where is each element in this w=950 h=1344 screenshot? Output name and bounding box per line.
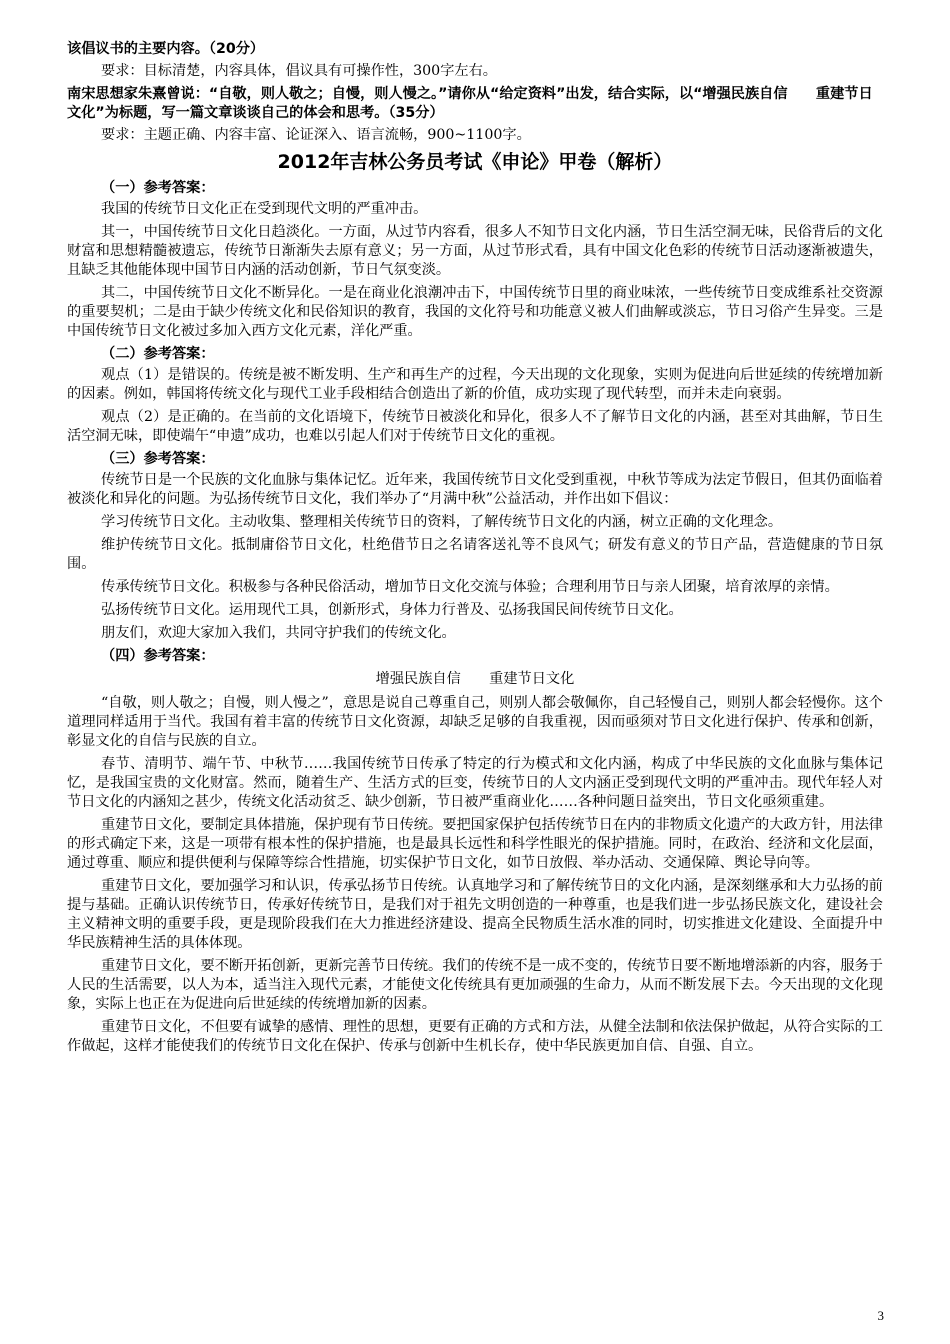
question-3-tail: 该倡议书的主要内容。（20分） (67, 41, 265, 57)
section-3-paragraph: 学习传统节日文化。主动收集、整理相关传统节日的资料，了解传统节日文化的内涵，树立正确的文化理念。 (101, 514, 783, 530)
section-3-paragraph: 传承传统节日文化。积极参与各种民俗活动，增加节日文化交流与体验；合理利用节日与亲人团聚，培育浓厚的亲情。 (101, 579, 839, 595)
section-4-paragraph: 重建节日文化，要制定具体措施，保护现有节日传统。要把国家保护包括传统节日在内的非物质文化遗产的大政方针，用法律的形式确定下来，这是一项带有根本性的保护措施，也是最具长远性和科学性眼光的保护措施。同时，在政治、经济和文化层面，通过尊重、顺应和提供便利与保障等综合性措施，切实保护节日文化，如节日放假、举办活动、交通保障、舆论导向等。 (67, 817, 883, 871)
question-4-requirement: 要求：主题正确、内容丰富、论证深入、语言流畅，900~1100字。 (101, 127, 531, 143)
section-2-heading: （二）参考答案： (101, 346, 215, 362)
section-3-paragraph: 维护传统节日文化。抵制庸俗节日文化，杜绝借节日之名请客送礼等不良风气；研发有意义的节日产品，营造健康的节日氛围。 (67, 537, 883, 572)
section-2-paragraph: 观点（2）是正确的。在当前的文化语境下，传统节日被淡化和异化，很多人不了解节日文化的内涵，甚至对其曲解，节日生活空洞无味，即使端午“申遗”成功，也难以引起人们对于传统节日文化的重视。 (67, 409, 883, 444)
document-page (67, 40, 883, 1060)
section-2-paragraph: 观点（1）是错误的。传统是被不断发明、生产和再生产的过程，今天出现的文化现象，实则为促进向后世延续的传统增加新的因素。例如，韩国将传统文化与现代工业手段相结合创造出了新的价值，成功实现了现代转型，而并未走向衰弱。 (67, 367, 883, 402)
section-3-paragraph: 传统节日是一个民族的文化血脉与集体记忆。近年来，我国传统节日文化受到重视，中秋节等成为法定节假日，但其仍面临着被淡化和异化的问题。为弘扬传统节日文化，我们举办了“月满中秋”公益活动，并作出如下倡议： (67, 472, 883, 507)
section-1-paragraph: 我国的传统节日文化正在受到现代文明的严重冲击。 (101, 201, 428, 217)
section-3-paragraph: 弘扬传统节日文化。运用现代工具，创新形式，身体力行普及、弘扬我国民间传统节日文化。 (101, 602, 683, 618)
essay-title: 增强民族自信 重建节日文化 (375, 671, 575, 687)
page-title: 2012年吉林公务员考试《申论》甲卷（解析） (277, 151, 673, 173)
question-4: 南宋思想家朱熹曾说：“自敬，则人敬之；自慢，则人慢之。”请你从“给定资料”出发，结合实际，以“增强民族自信 重建节日文化”为标题，写一篇文章谈谈自己的体会和思考。（35分） (67, 86, 873, 121)
section-4-paragraph: 重建节日文化，要不断开拓创新，更新完善节日传统。我们的传统不是一成不变的，传统节日要不断地增添新的内容，服务于人民的生活需要，以人为本，适当注入现代元素，才能使文化传统具有更加顽强的生命力，从而不断发展下去。今天出现的文化现象，实际上也正在为促进向后世延续的传统增加新的因素。 (67, 958, 883, 1012)
section-1-paragraph: 其二，中国传统节日文化不断异化。一是在商业化浪潮冲击下，中国传统节日里的商业味浓，一些传统节日变成维系社交资源的重要契机；二是由于缺少传统文化和民俗知识的教育，我国的文化符号和功能意义被人们曲解或淡忘，节日习俗产生异变。三是中国传统节日文化被过多加入西方文化元素，洋化严重。 (67, 285, 883, 339)
section-4-paragraph: 重建节日文化，不但要有诚挚的感情、理性的思想，更要有正确的方式和方法，从健全法制和依法保护做起，从符合实际的工作做起，这样才能使我们的传统节日文化在保护、传承与创新中生机长存，使中华民族更加自信、自强、自立。 (67, 1019, 883, 1054)
section-4-paragraph: 重建节日文化，要加强学习和认识，传承弘扬节日传统。认真地学习和了解传统节日的文化内涵，是深刻继承和大力弘扬的前提与基础。正确认识传统节日，传承好传统节日，是我们对于祖先文明创造的一种尊重，也是我们进一步弘扬民族文化，建设社会主义精神文明的重要手段，更是现阶段我们在大力推进经济建设、提高全民物质生活水准的同时，切实推进文化建设、全面提升中华民族精神生活的具体体现。 (67, 878, 883, 951)
question-3-requirement: 要求：目标清楚，内容具体，倡议具有可操作性，300字左右。 (101, 63, 497, 79)
section-4-paragraph: “自敬，则人敬之；自慢，则人慢之”，意思是说自己尊重自己，则别人都会敬佩你，自己轻慢自己，则别人都会轻慢你。这个道理同样适用于当代。我国有着丰富的传统节日文化资源，却缺乏足够的自我重视，因而亟须对节日文化进行保护、传承和创新，彰显文化的自信与民族的自立。 (67, 695, 883, 749)
section-4-heading: （四）参考答案： (101, 648, 215, 664)
section-3-paragraph: 朋友们，欢迎大家加入我们，共同守护我们的传统文化。 (101, 625, 456, 641)
page-number: 3 (877, 1308, 884, 1323)
section-1-paragraph: 其一，中国传统节日文化日趋淡化。一方面，从过节内容看，很多人不知节日文化内涵，节日生活空洞无味，民俗背后的文化财富和思想精髓被遗忘，传统节日渐渐失去原有意义；另一方面，从过节形式看，具有中国文化色彩的传统节日活动逐渐被遗失，且缺乏其他能体现中国节日内涵的活动创新，节日气氛变淡。 (67, 224, 883, 278)
section-1-heading: （一）参考答案： (101, 180, 215, 196)
section-3-heading: （三）参考答案： (101, 451, 215, 467)
section-4-paragraph: 春节、清明节、端午节、中秋节……我国传统节日传承了特定的行为模式和文化内涵，构成了中华民族的文化血脉与集体记忆，是我国宝贵的文化财富。然而，随着生产、生活方式的巨变，传统节日的人文内涵正受到现代文明的严重冲击。现代年轻人对节日文化的内涵知之甚少，传统文化活动贫乏、缺少创新，节日被严重商业化……各种问题日益突出，节日文化亟须重建。 (67, 756, 883, 810)
